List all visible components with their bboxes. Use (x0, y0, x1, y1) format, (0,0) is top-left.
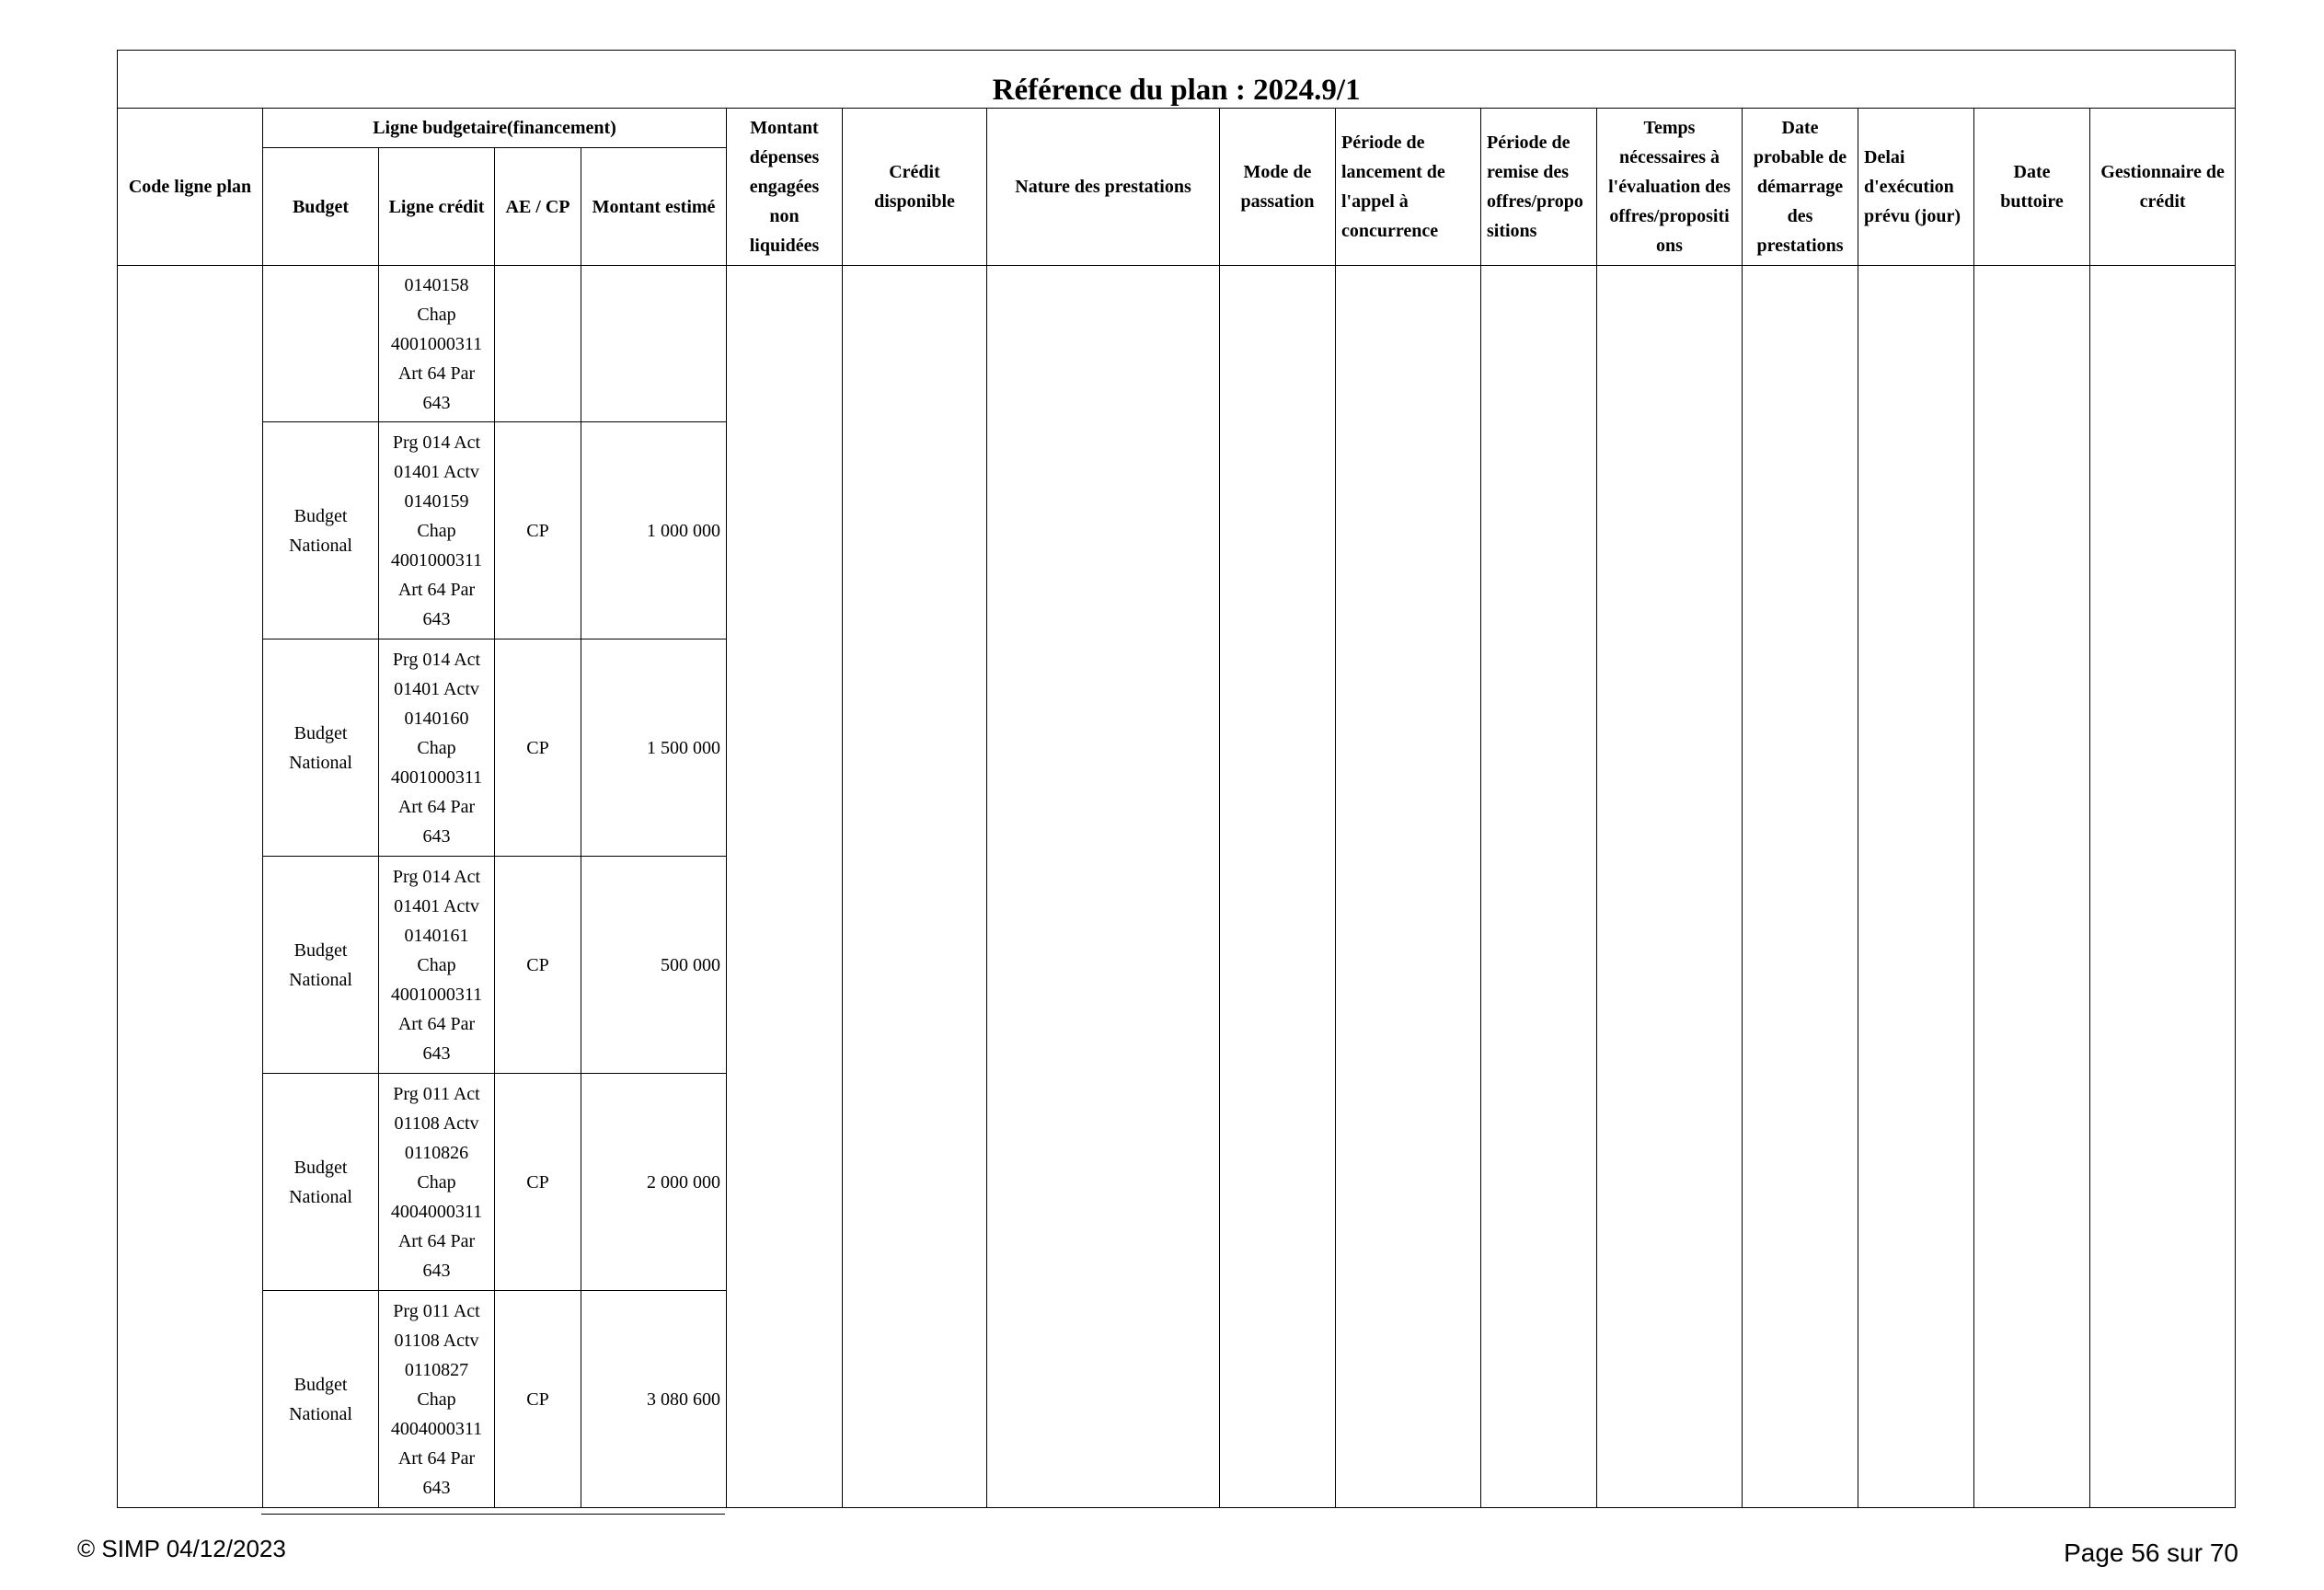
cell-line: Temps (1643, 118, 1696, 138)
cell-line: démarrage (1756, 177, 1844, 197)
cell-line: Période de (1487, 132, 1570, 153)
cell-budget (263, 1074, 379, 1291)
header-date-buttoire (1974, 109, 2090, 266)
cell-line: Date (1781, 118, 1819, 138)
cell-line: Prg 014 Act (392, 866, 481, 887)
cell-gestionnaire-credit (2090, 266, 2236, 1508)
cell-line: Art 64 Par (397, 1013, 476, 1034)
cell-ae-cp: CP (495, 639, 581, 857)
cell-line: Chap (417, 520, 456, 541)
cell-ligne-credit (379, 266, 495, 422)
cell-temps-necessaires (1597, 266, 1743, 1508)
cell-line: Crédit (889, 162, 940, 182)
table-body (118, 266, 2236, 1508)
cell-line: National (289, 535, 352, 556)
cell-line: passation (1240, 191, 1315, 212)
header-ligne-budgetaire: Ligne budgetaire(financement) (263, 109, 727, 148)
cell-line: disponible (874, 191, 955, 212)
cell-line: liquidées (749, 236, 820, 256)
cell-line: offres/propositi (1609, 206, 1730, 226)
cell-line: 4001000311 (390, 549, 483, 570)
table-row (118, 266, 2236, 422)
cell-line: Art 64 Par (397, 363, 476, 384)
header-date-probable (1743, 109, 1858, 266)
cell-line: Période de (1341, 132, 1425, 153)
cell-montant-estime: 3 080 600 (581, 1291, 727, 1508)
cell-line: des (1787, 206, 1813, 226)
cell-line: 0140160 (404, 708, 469, 729)
cell-ligne-credit (379, 1291, 495, 1508)
cell-date-buttoire (1974, 266, 2090, 1508)
cell-line: Art 64 Par (397, 1230, 476, 1251)
cell-line: concurrence (1341, 221, 1439, 241)
cell-line: National (289, 969, 352, 990)
cell-montant-estime: 1 500 000 (581, 639, 727, 857)
page-title: Référence du plan : 2024.9/1 (118, 51, 2236, 109)
header-budget: Budget (263, 148, 379, 266)
cell-line: dépenses (749, 147, 820, 167)
cell-line: Chap (417, 304, 456, 325)
cell-line: 01401 Actv (394, 678, 479, 699)
cell-line: non (769, 206, 800, 226)
cell-line: Prg 011 Act (393, 1083, 480, 1104)
cell-line: 01108 Actv (394, 1330, 479, 1351)
footer-copyright: © SIMP 04/12/2023 (77, 1535, 286, 1562)
cell-line: Chap (417, 1171, 456, 1192)
cell-line: National (289, 1403, 352, 1424)
cell-line: Budget (293, 505, 348, 526)
cell-ae-cp: CP (495, 422, 581, 639)
plan-table (117, 50, 2236, 1508)
cell-montant-estime (581, 266, 727, 422)
cell-line: 4001000311 (390, 984, 483, 1005)
cell-ae-cp: CP (495, 857, 581, 1074)
cell-line: Gestionnaire de (2100, 162, 2225, 182)
cell-line: remise des (1487, 162, 1570, 182)
cell-line: 4004000311 (390, 1201, 483, 1222)
header-temps-necessaires (1597, 109, 1743, 266)
header-periode-lancement (1336, 109, 1481, 266)
header-credit-disponible (843, 109, 987, 266)
footer-page-number: Page 56 sur 70 (2064, 1538, 2238, 1567)
header-montant-depenses (727, 109, 843, 266)
header-gestionnaire-credit (2090, 109, 2236, 266)
cell-periode-lancement (1336, 266, 1481, 1508)
cell-budget (263, 857, 379, 1074)
cell-line: Prg 014 Act (392, 649, 481, 670)
cell-line: d'exécution (1864, 177, 1954, 197)
cell-line: prestations (1756, 236, 1844, 256)
cell-budget (263, 1291, 379, 1508)
header-mode-passation (1220, 109, 1336, 266)
cell-line: ons (1656, 236, 1683, 256)
cell-ligne-credit (379, 422, 495, 639)
cell-line: 01108 Actv (394, 1112, 479, 1134)
header-ae-cp: AE / CP (495, 148, 581, 266)
cell-budget (263, 422, 379, 639)
cell-line: 01401 Actv (394, 461, 479, 482)
cell-line: 643 (422, 392, 451, 413)
cell-line: Budget (293, 1374, 348, 1395)
cell-line: l'appel à (1341, 191, 1409, 212)
cell-line: Budget (293, 1157, 348, 1178)
header-montant-estime: Montant estimé (581, 148, 727, 266)
cell-line: lancement de (1341, 162, 1445, 182)
cell-line: Chap (417, 737, 456, 758)
cell-ae-cp: CP (495, 1074, 581, 1291)
cell-line: Mode de (1243, 162, 1312, 182)
cell-line: buttoire (2000, 191, 2064, 212)
cell-line: Art 64 Par (397, 796, 476, 817)
cell-date-probable (1743, 266, 1858, 1508)
cell-line: 643 (422, 608, 451, 629)
cell-line: Date (2013, 162, 2051, 182)
cell-line: 0140159 (404, 490, 469, 512)
cell-ae-cp: CP (495, 1291, 581, 1508)
cell-line: offres/propo (1487, 191, 1583, 212)
cell-line: 4001000311 (390, 766, 483, 788)
cell-line: 0140158 (404, 274, 469, 295)
cell-line: probable de (1753, 147, 1847, 167)
header-delai-execution (1858, 109, 1974, 266)
cell-delai-execution (1858, 266, 1974, 1508)
cell-line: 0110827 (404, 1359, 469, 1380)
cell-line: 0140161 (404, 925, 469, 946)
cell-line: 643 (422, 1043, 451, 1064)
cell-line: Chap (417, 1388, 456, 1410)
cell-budget (263, 639, 379, 857)
cell-line: l'évaluation des (1608, 177, 1731, 197)
cell-line: Chap (417, 954, 456, 975)
cell-line: 643 (422, 1477, 451, 1498)
cell-budget (263, 266, 379, 422)
header-ligne-credit: Ligne crédit (379, 148, 495, 266)
cell-line: National (289, 1186, 352, 1207)
cell-montant-estime: 1 000 000 (581, 422, 727, 639)
cell-line: 643 (422, 825, 451, 847)
cell-line: 0110826 (404, 1142, 469, 1163)
cell-line: Prg 011 Act (393, 1300, 480, 1321)
cell-credit-disponible (843, 266, 987, 1508)
cell-line: National (289, 752, 352, 773)
cell-line: engagées (749, 177, 820, 197)
cell-montant-depenses (727, 266, 843, 1508)
header-periode-remise (1481, 109, 1597, 266)
cell-line: Budget (293, 939, 348, 961)
cell-line: 643 (422, 1260, 451, 1281)
header-code-ligne-plan: Code ligne plan (118, 109, 263, 266)
cell-montant-estime: 2 000 000 (581, 1074, 727, 1291)
cell-line: sitions (1487, 221, 1537, 241)
cell-line: 4004000311 (390, 1418, 483, 1439)
table-continuation-line (261, 1514, 725, 1515)
cell-line: 01401 Actv (394, 895, 479, 916)
cell-periode-remise (1481, 266, 1597, 1508)
cell-code-ligne-plan (118, 266, 263, 1508)
cell-line: Prg 014 Act (392, 432, 481, 453)
cell-line: Budget (293, 722, 348, 743)
cell-line: Montant (750, 118, 819, 138)
cell-line: 4001000311 (390, 333, 483, 354)
cell-line: Art 64 Par (397, 579, 476, 600)
cell-ligne-credit (379, 1074, 495, 1291)
cell-nature-prestations (987, 266, 1220, 1508)
cell-line: nécessaires à (1618, 147, 1720, 167)
cell-line: Art 64 Par (397, 1447, 476, 1469)
header-nature-prestations: Nature des prestations (987, 109, 1220, 266)
cell-line: crédit (2139, 191, 2186, 212)
cell-line: prévu (jour) (1864, 206, 1961, 226)
cell-line: Delai (1864, 147, 1905, 167)
cell-mode-passation (1220, 266, 1336, 1508)
cell-montant-estime: 500 000 (581, 857, 727, 1074)
cell-ligne-credit (379, 639, 495, 857)
cell-ae-cp (495, 266, 581, 422)
cell-ligne-credit (379, 857, 495, 1074)
